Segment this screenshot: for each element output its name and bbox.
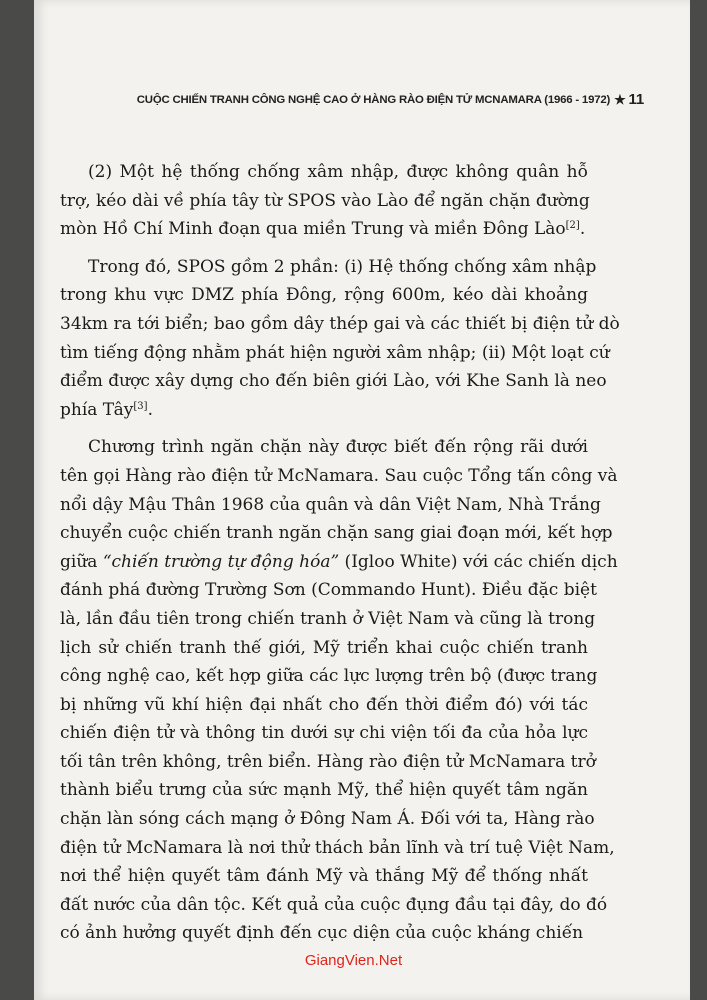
- watermark: GiangVien.Net: [304, 952, 403, 969]
- page-number: 11: [628, 91, 644, 108]
- line-text: chuyển cuộc chiến tranh ngăn chặn sang giai đoạn mới, kết hợp: [60, 523, 613, 544]
- line-text: lịch sử chiến tranh thế giới, Mỹ triển khai cuộc chiến tranh: [60, 637, 588, 658]
- line-text: mòn Hồ Chí Minh đoạn qua miền Trung và miền Đông Lào: [60, 219, 566, 240]
- text-line: [60, 634, 588, 663]
- running-header-title: CUỘC CHIẾN TRANH CÔNG NGHỆ CAO Ở HÀNG RÀO ĐIỆN TỬ MCNAMARA (1966 - 1972): [136, 93, 611, 106]
- line-text: chặn làn sóng cách mạng ở Đông Nam Á. Đối với ta, Hàng rào: [60, 809, 595, 830]
- text-line: [60, 605, 596, 634]
- paragraph: [60, 433, 618, 948]
- text-line: [60, 462, 618, 491]
- line-text: tối tân trên không, trên biển. Hàng rào điện tử McNamara trở: [60, 751, 596, 772]
- text-line: [60, 834, 615, 863]
- body-text: [60, 158, 620, 957]
- text-line: [60, 187, 588, 216]
- line-text: (Igloo White) với các chiến dịch: [339, 551, 618, 572]
- text-line: [60, 548, 618, 577]
- text-line: [60, 919, 588, 948]
- text-line: [60, 158, 588, 187]
- running-header: [136, 91, 644, 108]
- text-line: [60, 310, 620, 339]
- line-text: điểm được xây dựng cho đến biên giới Lào, với Khe Sanh là neo: [60, 371, 607, 392]
- line-text: nơi thể hiện quyết tâm đánh Mỹ và thắng Mỹ để thống nhất: [60, 866, 588, 887]
- line-text: đánh phá đường Trường Sơn (Commando Hunt). Điều đặc biệt: [60, 580, 597, 601]
- footnote-reference[interactable]: [3]: [133, 400, 148, 412]
- line-text: trong khu vực DMZ phía Đông, rộng 600m, kéo dài khoảng: [60, 285, 588, 306]
- text-line: [60, 776, 588, 805]
- paragraph: [60, 158, 588, 244]
- line-text: (2) Một hệ thống chống xâm nhập, được không quân hỗ: [88, 162, 588, 182]
- text-line: [60, 433, 588, 462]
- line-text: .: [579, 219, 586, 240]
- text-line: [60, 576, 597, 605]
- line-text: phía Tây: [60, 399, 134, 420]
- line-text: trợ, kéo dài về phía tây từ SPOS vào Lào để ngăn chặn đường: [60, 190, 590, 211]
- line-text: 34km ra tới biển; bao gồm dây thép gai và các thiết bị điện tử dò: [60, 313, 620, 334]
- line-text: bị những vũ khí hiện đại nhất cho đến thời điểm đó) với tác: [60, 694, 588, 715]
- line-text: điện tử McNamara là nơi thử thách bản lĩnh và trí tuệ Việt Nam,: [60, 837, 615, 858]
- line-text: tìm tiếng động nhằm phát hiện người xâm nhập; (ii) Một loạt cứ: [60, 342, 610, 363]
- text-line: [60, 719, 588, 748]
- text-line: [60, 891, 608, 920]
- italic-quote: “chiến trường tự động hóa”: [102, 551, 340, 572]
- footnote-reference[interactable]: [2]: [565, 220, 580, 232]
- text-line: [60, 339, 610, 368]
- text-line: [60, 748, 596, 777]
- paragraph: [60, 253, 620, 425]
- line-text: là, lần đầu tiên trong chiến tranh ở Việt Nam và cũng là trong: [60, 608, 596, 629]
- text-line: [60, 491, 601, 520]
- line-text: .: [147, 399, 153, 420]
- line-text: nổi dậy Mậu Thân 1968 của quân và dân Việt Nam, Nhà Trắng: [60, 494, 601, 515]
- line-text: đất nước của dân tộc. Kết quả của cuộc đụng đầu tại đây, do đó: [60, 894, 608, 915]
- text-line: [60, 281, 588, 310]
- text-line: [60, 396, 588, 425]
- text-line: [60, 367, 607, 396]
- line-text: chiến điện tử và thông tin dưới sự chi viện tối đa của hỏa lực: [60, 723, 588, 744]
- text-line: [60, 805, 595, 834]
- text-line: [60, 253, 597, 282]
- star-icon: ★: [614, 91, 626, 107]
- text-line: [60, 691, 588, 720]
- line-text: Trong đó, SPOS gồm 2 phần: (i) Hệ thống chống xâm nhập: [88, 256, 597, 277]
- text-line: [60, 862, 588, 891]
- text-line: [60, 662, 598, 691]
- line-text: thành biểu trưng của sức mạnh Mỹ, thể hiện quyết tâm ngăn: [60, 780, 588, 801]
- line-text: Chương trình ngăn chặn này được biết đến rộng rãi dưới: [88, 437, 588, 458]
- line-text: công nghệ cao, kết hợp giữa các lực lượng trên bộ (được trang: [60, 666, 598, 687]
- line-text: tên gọi Hàng rào điện tử McNamara. Sau cuộc Tổng tấn công và: [60, 465, 618, 486]
- line-text: có ảnh hưởng quyết định đến cục diện của cuộc kháng chiến: [60, 923, 584, 944]
- line-text: giữa: [60, 551, 103, 572]
- text-line: [60, 519, 613, 548]
- text-line: [60, 215, 588, 244]
